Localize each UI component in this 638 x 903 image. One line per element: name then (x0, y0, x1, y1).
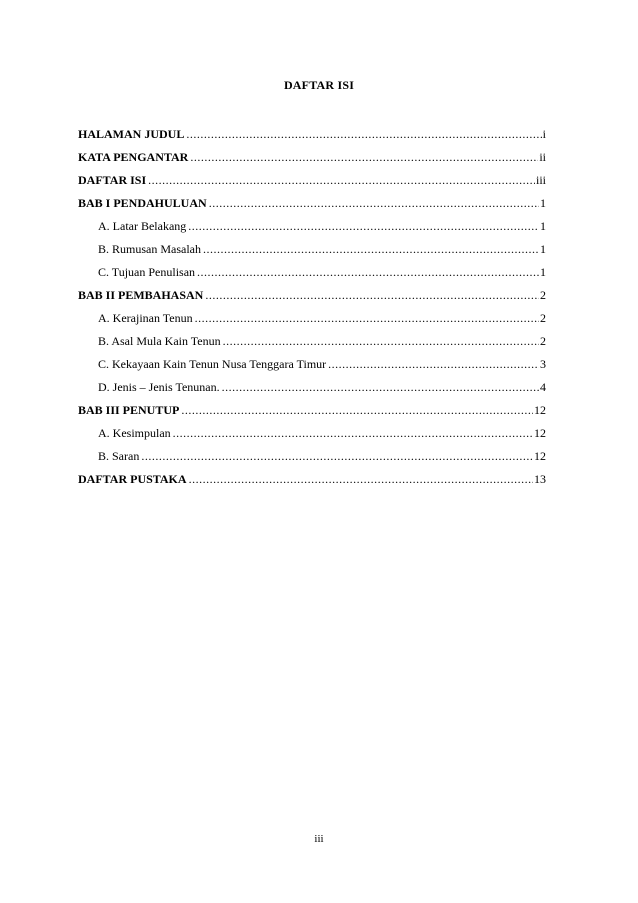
dot-leader (223, 330, 539, 353)
dot-leader (188, 215, 539, 238)
dot-leader (205, 284, 539, 307)
toc-entry-title: KATA PENGANTAR (78, 150, 189, 164)
toc-entry-page: 1 (540, 265, 546, 279)
toc-entry-title: HALAMAN JUDUL (78, 127, 185, 141)
toc-entry (78, 284, 546, 307)
toc-entry-title: BAB I PENDAHULUAN (78, 196, 207, 210)
toc-entry-page: 1 (540, 242, 546, 256)
table-of-contents (78, 123, 546, 491)
toc-entry-title: C. Tujuan Penulisan (98, 265, 196, 279)
dot-leader (209, 192, 539, 215)
dot-leader (181, 399, 533, 422)
toc-entry-page: ii (539, 150, 546, 164)
dot-leader (189, 468, 533, 491)
toc-entry (78, 192, 546, 215)
toc-entry (78, 238, 546, 261)
toc-entry-title: B. Saran (98, 449, 140, 463)
toc-entry (78, 422, 546, 445)
toc-entry-page: 3 (540, 357, 546, 371)
toc-entry (78, 376, 546, 399)
toc-entry-title: C. Kekayaan Kain Tenun Nusa Tenggara Timur (98, 357, 327, 371)
page-title: DAFTAR ISI (283, 78, 355, 92)
toc-entry (78, 399, 546, 422)
toc-entry-page: 4 (540, 380, 546, 394)
toc-entry (78, 261, 546, 284)
toc-entry-title: A. Kesimpulan (98, 426, 171, 440)
toc-entry-title: BAB III PENUTUP (78, 403, 180, 417)
dot-leader (148, 169, 535, 192)
toc-entry-title: A. Kerajinan Tenun (98, 311, 193, 325)
dot-leader (190, 146, 538, 169)
dot-leader (203, 238, 539, 261)
toc-entry (78, 468, 546, 491)
toc-entry-page: 2 (540, 311, 546, 325)
toc-entry-page: 2 (540, 334, 546, 348)
toc-entry (78, 169, 546, 192)
toc-entry-page: 1 (540, 196, 546, 210)
dot-leader (195, 307, 539, 330)
toc-entry-title: DAFTAR PUSTAKA (78, 472, 187, 486)
page-number: iii (314, 833, 324, 845)
toc-entry-title: B. Asal Mula Kain Tenun (98, 334, 221, 348)
toc-entry-page: 12 (534, 426, 546, 440)
toc-entry-title: A. Latar Belakang (98, 219, 187, 233)
dot-leader (197, 261, 539, 284)
toc-entry (78, 445, 546, 468)
dot-leader (186, 123, 541, 146)
toc-entry-page: 2 (540, 288, 546, 302)
toc-entry-page: 13 (534, 472, 546, 486)
dot-leader (222, 376, 539, 399)
toc-entry-page: iii (535, 173, 546, 187)
toc-entry-page: 1 (540, 219, 546, 233)
toc-entry (78, 123, 546, 146)
toc-entry (78, 330, 546, 353)
toc-entry-page: 12 (534, 449, 546, 463)
toc-entry-title: B. Rumusan Masalah (98, 242, 201, 256)
toc-entry-title: DAFTAR ISI (78, 173, 147, 187)
toc-entry-page: 12 (534, 403, 546, 417)
toc-entry (78, 353, 546, 376)
toc-entry (78, 307, 546, 330)
toc-entry-page: i (542, 127, 546, 141)
toc-entry-title: D. Jenis – Jenis Tenunan. (98, 380, 220, 394)
toc-entry (78, 215, 546, 238)
dot-leader (141, 445, 533, 468)
dot-leader (328, 353, 539, 376)
dot-leader (173, 422, 533, 445)
toc-entry (78, 146, 546, 169)
toc-entry-title: BAB II PEMBAHASAN (78, 288, 204, 302)
